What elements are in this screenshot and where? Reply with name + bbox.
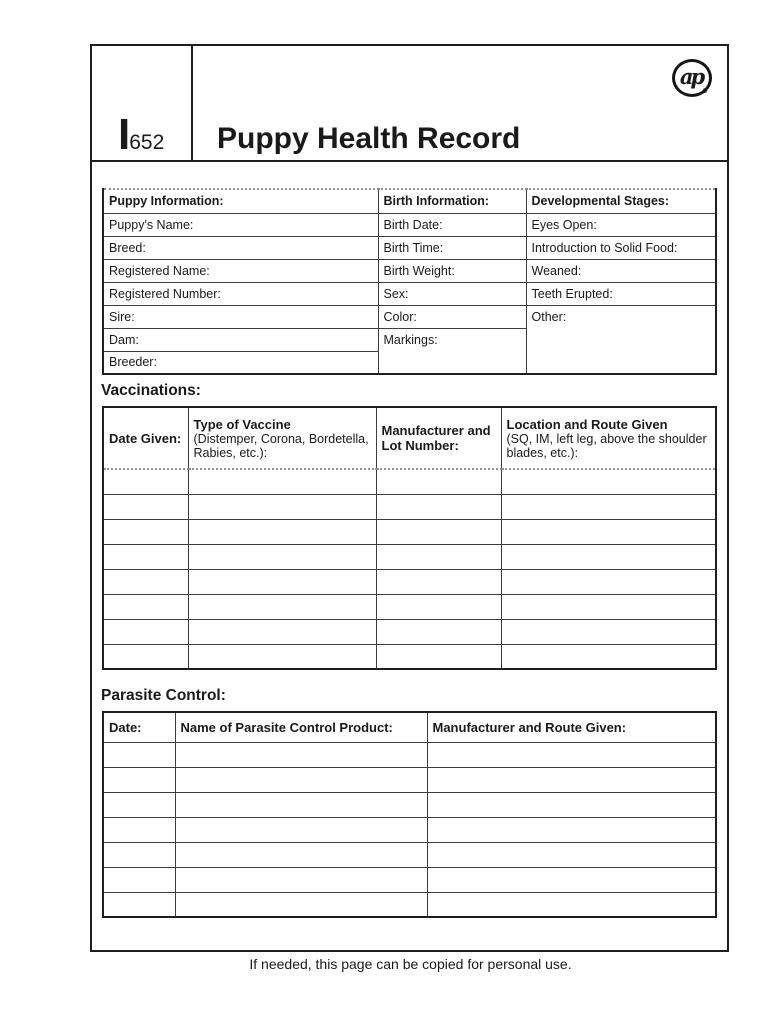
empty-fill-in-cell — [501, 544, 716, 569]
vacc-header-type-label: Type of Vaccine — [193, 416, 291, 432]
form-page — [90, 44, 729, 952]
empty-fill-in-row — [103, 644, 716, 669]
field-registered-number: Registered Number: — [103, 282, 378, 305]
empty-fill-in-cell — [376, 644, 501, 669]
info-header-birth-information: Birth Information: — [378, 189, 526, 213]
vacc-header-manufacturer-label: Manufacturer and Lot Number: — [381, 423, 491, 453]
empty-fill-in-row — [103, 817, 716, 842]
field-dam: Dam: — [103, 328, 378, 351]
field-markings: Markings: — [378, 328, 526, 374]
parasite-section-title: Parasite Control: — [101, 687, 226, 704]
empty-fill-in-cell — [175, 767, 427, 792]
empty-fill-in-row — [103, 544, 716, 569]
empty-fill-in-cell — [103, 767, 175, 792]
field-breed: Breed: — [103, 236, 378, 259]
empty-fill-in-cell — [376, 619, 501, 644]
empty-fill-in-cell — [501, 519, 716, 544]
empty-fill-in-cell — [427, 817, 716, 842]
parasite-control-table — [102, 711, 717, 918]
empty-fill-in-cell — [103, 867, 175, 892]
para-header-date: Date: — [103, 712, 175, 742]
empty-fill-in-cell — [103, 792, 175, 817]
field-color: Color: — [378, 305, 526, 328]
empty-fill-in-row — [103, 892, 716, 917]
empty-fill-in-cell — [188, 544, 376, 569]
empty-fill-in-cell — [427, 742, 716, 767]
vacc-header-type-of-vaccine — [188, 407, 376, 469]
vacc-header-date-given-label: Date Given: — [109, 430, 182, 446]
empty-fill-in-cell — [501, 569, 716, 594]
field-teeth-erupted: Teeth Erupted: — [526, 282, 716, 305]
empty-fill-in-cell — [427, 842, 716, 867]
field-birth-weight: Birth Weight: — [378, 259, 526, 282]
empty-fill-in-cell — [376, 469, 501, 494]
empty-fill-in-row — [103, 842, 716, 867]
empty-fill-in-row — [103, 792, 716, 817]
empty-fill-in-cell — [175, 867, 427, 892]
empty-fill-in-cell — [188, 519, 376, 544]
empty-fill-in-cell — [501, 494, 716, 519]
form-code — [118, 110, 165, 159]
empty-fill-in-row — [103, 742, 716, 767]
field-sire: Sire: — [103, 305, 378, 328]
field-other: Other: — [526, 305, 716, 374]
empty-fill-in-row — [103, 767, 716, 792]
field-registered-name: Registered Name: — [103, 259, 378, 282]
empty-fill-in-row — [103, 867, 716, 892]
vaccinations-table — [102, 406, 717, 670]
field-puppys-name: Puppy's Name: — [103, 213, 378, 236]
empty-fill-in-cell — [175, 742, 427, 767]
empty-fill-in-cell — [103, 519, 188, 544]
empty-fill-in-cell — [188, 644, 376, 669]
empty-fill-in-row — [103, 469, 716, 494]
vacc-header-location-label: Location and Route Given — [506, 416, 668, 432]
vacc-header-manufacturer-lot — [376, 407, 501, 469]
empty-fill-in-cell — [103, 494, 188, 519]
empty-fill-in-cell — [103, 742, 175, 767]
field-birth-date: Birth Date: — [378, 213, 526, 236]
field-birth-time: Birth Time: — [378, 236, 526, 259]
empty-fill-in-cell — [103, 594, 188, 619]
empty-fill-in-cell — [376, 544, 501, 569]
para-header-product-name: Name of Parasite Control Product: — [175, 712, 427, 742]
field-sex: Sex: — [378, 282, 526, 305]
field-eyes-open: Eyes Open: — [526, 213, 716, 236]
empty-fill-in-cell — [188, 469, 376, 494]
empty-fill-in-cell — [175, 792, 427, 817]
empty-fill-in-cell — [376, 569, 501, 594]
page-title: Puppy Health Record — [217, 122, 521, 155]
ap-logo-icon — [672, 59, 712, 97]
vacc-header-date-given — [103, 407, 188, 469]
empty-fill-in-cell — [188, 494, 376, 519]
empty-fill-in-cell — [175, 842, 427, 867]
info-header-developmental-stages: Developmental Stages: — [526, 189, 716, 213]
info-header-puppy-information: Puppy Information: — [103, 189, 378, 213]
ap-logo-text: ap — [679, 64, 703, 89]
vacc-header-location-route — [501, 407, 716, 469]
empty-fill-in-cell — [103, 817, 175, 842]
form-code-prefix: I — [118, 110, 130, 159]
empty-fill-in-cell — [501, 619, 716, 644]
empty-fill-in-row — [103, 569, 716, 594]
form-code-number: 652 — [129, 131, 165, 154]
registered-trademark-icon: ® — [702, 88, 708, 95]
empty-fill-in-cell — [501, 469, 716, 494]
empty-fill-in-cell — [103, 619, 188, 644]
field-intro-solid-food: Introduction to Solid Food: — [526, 236, 716, 259]
empty-fill-in-row — [103, 494, 716, 519]
empty-fill-in-cell — [103, 569, 188, 594]
empty-fill-in-cell — [376, 519, 501, 544]
empty-fill-in-cell — [188, 619, 376, 644]
empty-fill-in-cell — [376, 594, 501, 619]
puppy-info-table — [102, 188, 717, 375]
empty-fill-in-cell — [175, 892, 427, 917]
empty-fill-in-cell — [427, 792, 716, 817]
empty-fill-in-cell — [103, 842, 175, 867]
empty-fill-in-row — [103, 519, 716, 544]
field-weaned: Weaned: — [526, 259, 716, 282]
empty-fill-in-cell — [103, 892, 175, 917]
empty-fill-in-cell — [376, 494, 501, 519]
empty-fill-in-cell — [175, 817, 427, 842]
vacc-header-type-note: (Distemper, Corona, Bordetella, Rabies, etc.): — [193, 431, 369, 460]
empty-fill-in-cell — [501, 594, 716, 619]
empty-fill-in-cell — [188, 594, 376, 619]
vaccinations-section-title: Vaccinations: — [101, 382, 201, 399]
vacc-header-location-note: (SQ, IM, left leg, above the shoulder blades, etc.): — [506, 431, 707, 460]
empty-fill-in-cell — [188, 569, 376, 594]
empty-fill-in-cell — [427, 867, 716, 892]
empty-fill-in-cell — [427, 767, 716, 792]
header-divider — [191, 46, 193, 160]
empty-fill-in-row — [103, 594, 716, 619]
field-breeder: Breeder: — [103, 351, 378, 374]
empty-fill-in-row — [103, 619, 716, 644]
para-header-manufacturer-route: Manufacturer and Route Given: — [427, 712, 716, 742]
header-band — [92, 46, 727, 162]
empty-fill-in-cell — [103, 644, 188, 669]
empty-fill-in-cell — [501, 644, 716, 669]
empty-fill-in-cell — [103, 544, 188, 569]
empty-fill-in-cell — [103, 469, 188, 494]
empty-fill-in-cell — [427, 892, 716, 917]
copy-permission-note: If needed, this page can be copied for personal use. — [249, 956, 572, 972]
